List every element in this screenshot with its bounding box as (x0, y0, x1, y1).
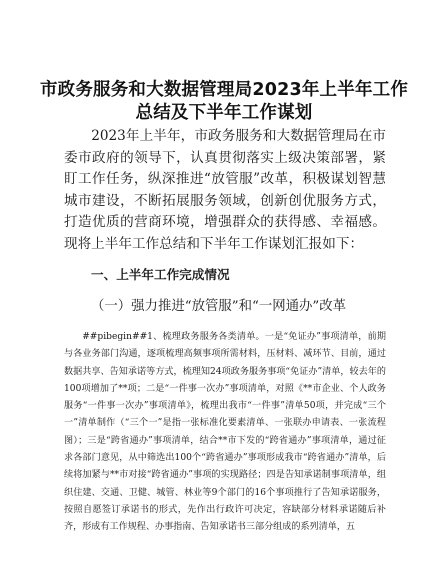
subsection-heading: （一）强力推进“放管服”和“一网通办”改革 (91, 299, 347, 314)
document-title-line-2: 总结及下半年工作谋划 (135, 103, 313, 123)
body-paragraph: ##pibegin##1、梳理政务服务各类清单。一是“免证办”事项清单，前期与各业务部门沟通，逐项梳理高频事项所需材料，压材料、减环节、目前，通过数据共享、告知承诺等方式，梳理知24项政务服务事项“免证办”清单，较去年的100项增加了**项；二是“一件事一次办”事项清单，对照《**市企业、个人政务服务“一件事一次办”事项清单》，梳理出我市“一件事”清单50项，并完成“三个一”清单制作（“三个一”是指一张标准化要素清单、一张联办申请表、一张流程图）；三是“跨省通办”事项清单，结合**市下发的“跨省通办”事项清单，通过征求各部门意见，从中筛选出100个“跨省通办”事项形成我市“跨省通办”清单，后续将加紧与**市对接“跨省通办”事项的实现路径；四是告知承诺制事项清单，组织住建、交通、卫健、城管、林业等9个部门的16个事项推行了告知承诺服务，按照自愿签订承诺书的形式，先作出行政许可决定，容缺部分材料承诺随后补齐，形成有工作规程、办事指南、告知承诺书三部分组成的系列清单，五 (64, 332, 386, 533)
intro-paragraph: 2023年上半年，市政务服务和大数据管理局在市委市政府的领导下，认真贯彻落实上级决策部署，紧盯工作任务，纵深推进“放管服”改革，积极谋划智慧城市建设，不断拓展服务领域，创新创优服务方式，打造优质的营商环境，增强群众的获得感、幸福感。现将上半年工作总结和下半年工作谋划汇报如下： (64, 128, 386, 252)
section-heading: 一、上半年工作完成情况 (91, 267, 230, 282)
document-title-line-1: 市政务服务和大数据管理局2023年上半年工作 (39, 80, 409, 100)
